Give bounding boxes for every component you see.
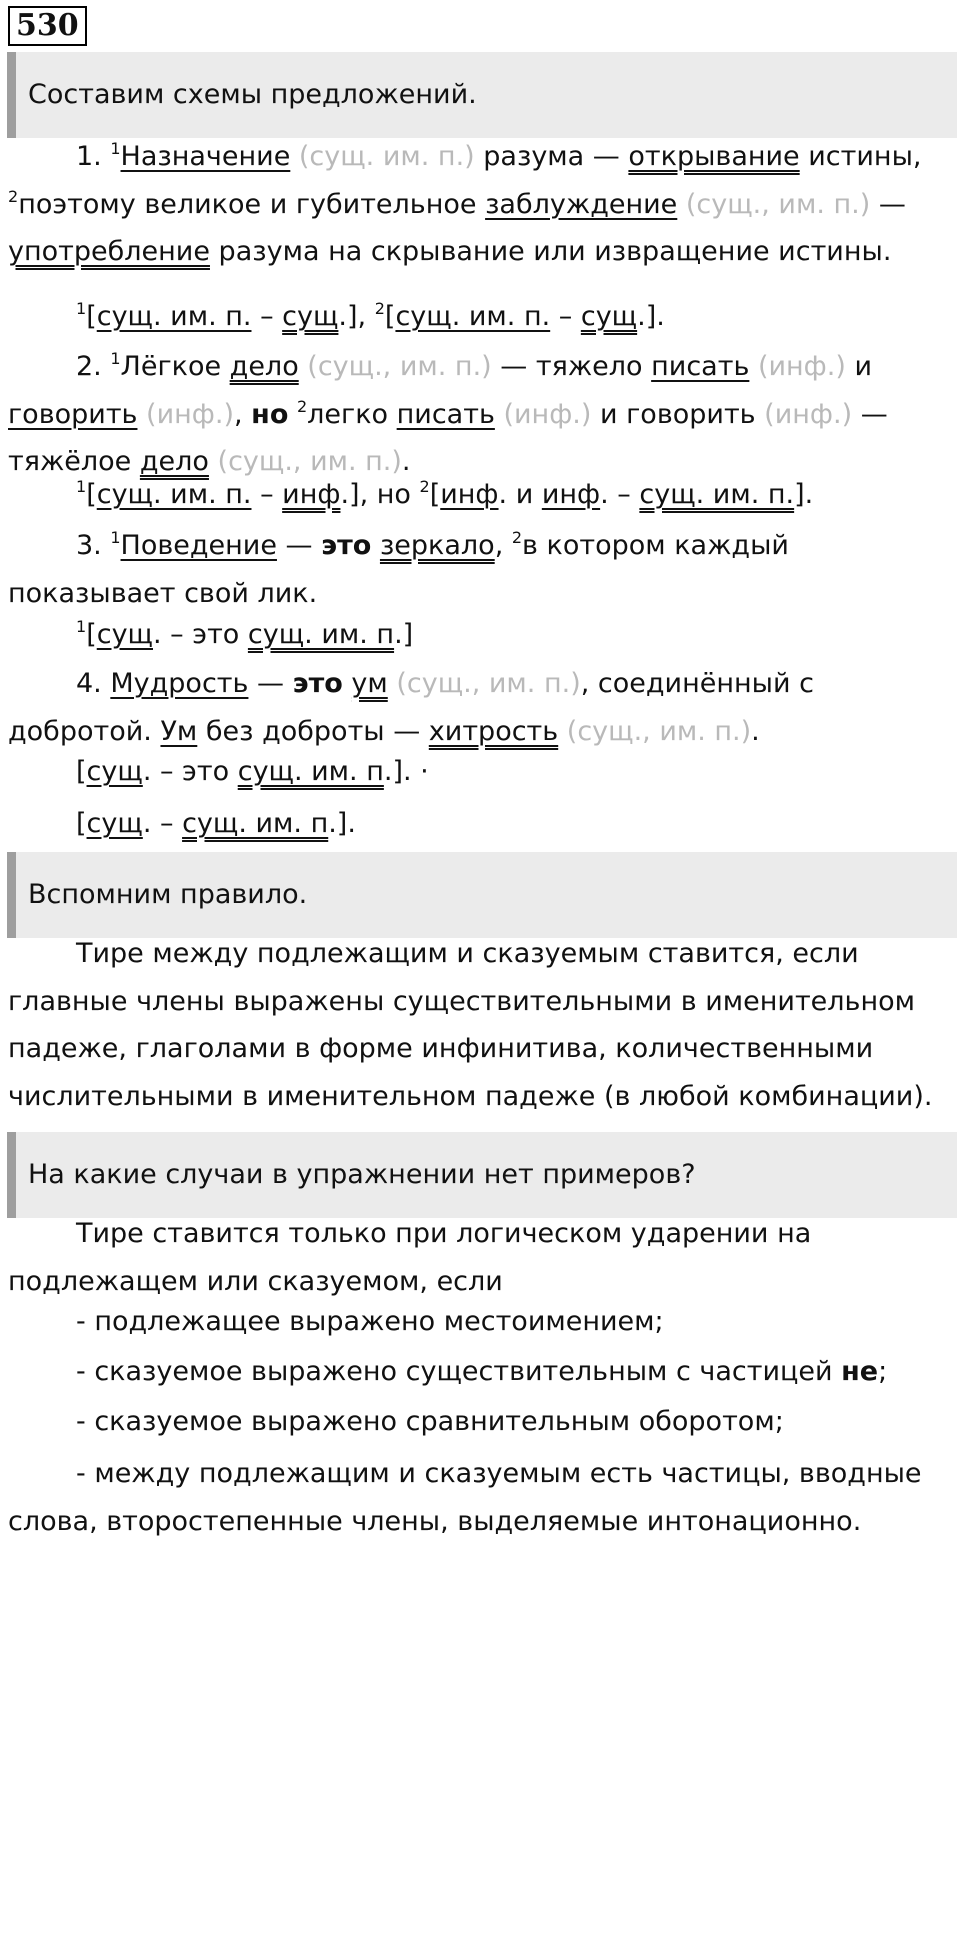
task-number: 530: [8, 6, 87, 46]
answer-item-4: - между подлежащим и сказуемым есть частицы, вводные слова, второстепенные члены, выделяемые интонационно.: [8, 1458, 922, 1537]
scheme-4a: [сущ. – это сущ. им. п.]. ·: [76, 756, 429, 787]
section-header-rule: Вспомним правило.: [7, 852, 957, 938]
answer-item-3: - сказуемое выражено сравнительным оборотом;: [76, 1406, 784, 1437]
sentence-3: 3. $^1$Поведение — это зеркало, $^2$в котором каждый показывает свой лик.: [8, 528, 789, 609]
sentence-4: 4. Мудрость — это ум (сущ., им. п.), соединённый с добротой. Ум без доброты — хитрость (сущ., им. п.).: [8, 668, 814, 747]
sentence-2: 2. $^1$Лёгкое дело (сущ., им. п.) — тяжело писать (инф.) и говорить (инф.), но $^2$легко писать (инф.) и говорить (инф.) — тяжёлое дело (сущ., им. п.).: [8, 349, 888, 477]
answer-item-2: - сказуемое выражено существительным с частицей не;: [76, 1356, 888, 1387]
rule-text: Тире между подлежащим и сказуемым ставится, если главные члены выражены существительными в именительном падеже, глаголами в форме инфинитива, количественными числительными в именительном падеже (в любой комбинации).: [8, 938, 933, 1112]
scheme-2: $^1$[сущ. им. п. – инф.], но $^2$[инф. и инф. – сущ. им. п.].: [76, 477, 814, 510]
scheme-4b: [сущ. – сущ. им. п.].: [76, 808, 356, 839]
section-header-question: На какие случаи в упражнении нет примеров?: [7, 1132, 957, 1218]
answer-item-1: - подлежащее выражено местоимением;: [76, 1306, 664, 1337]
scheme-3: $^1$[сущ. – это сущ. им. п.]: [76, 617, 414, 650]
scheme-1: $^1$[сущ. им. п. – сущ.], $^2$[сущ. им. п. – сущ.].: [76, 299, 665, 332]
answer-intro: Тире ставится только при логическом ударении на подлежащем или сказуемом, если: [8, 1218, 812, 1297]
sentence-1: 1. $^1$Назначение (сущ. им. п.) разума — открывание истины, $^2$поэтому великое и губительное заблуждение (сущ., им. п.) — употребление разума на скрывание или извращение истины.: [8, 139, 922, 267]
section-header-schemes: Составим схемы предложений.: [7, 52, 957, 138]
